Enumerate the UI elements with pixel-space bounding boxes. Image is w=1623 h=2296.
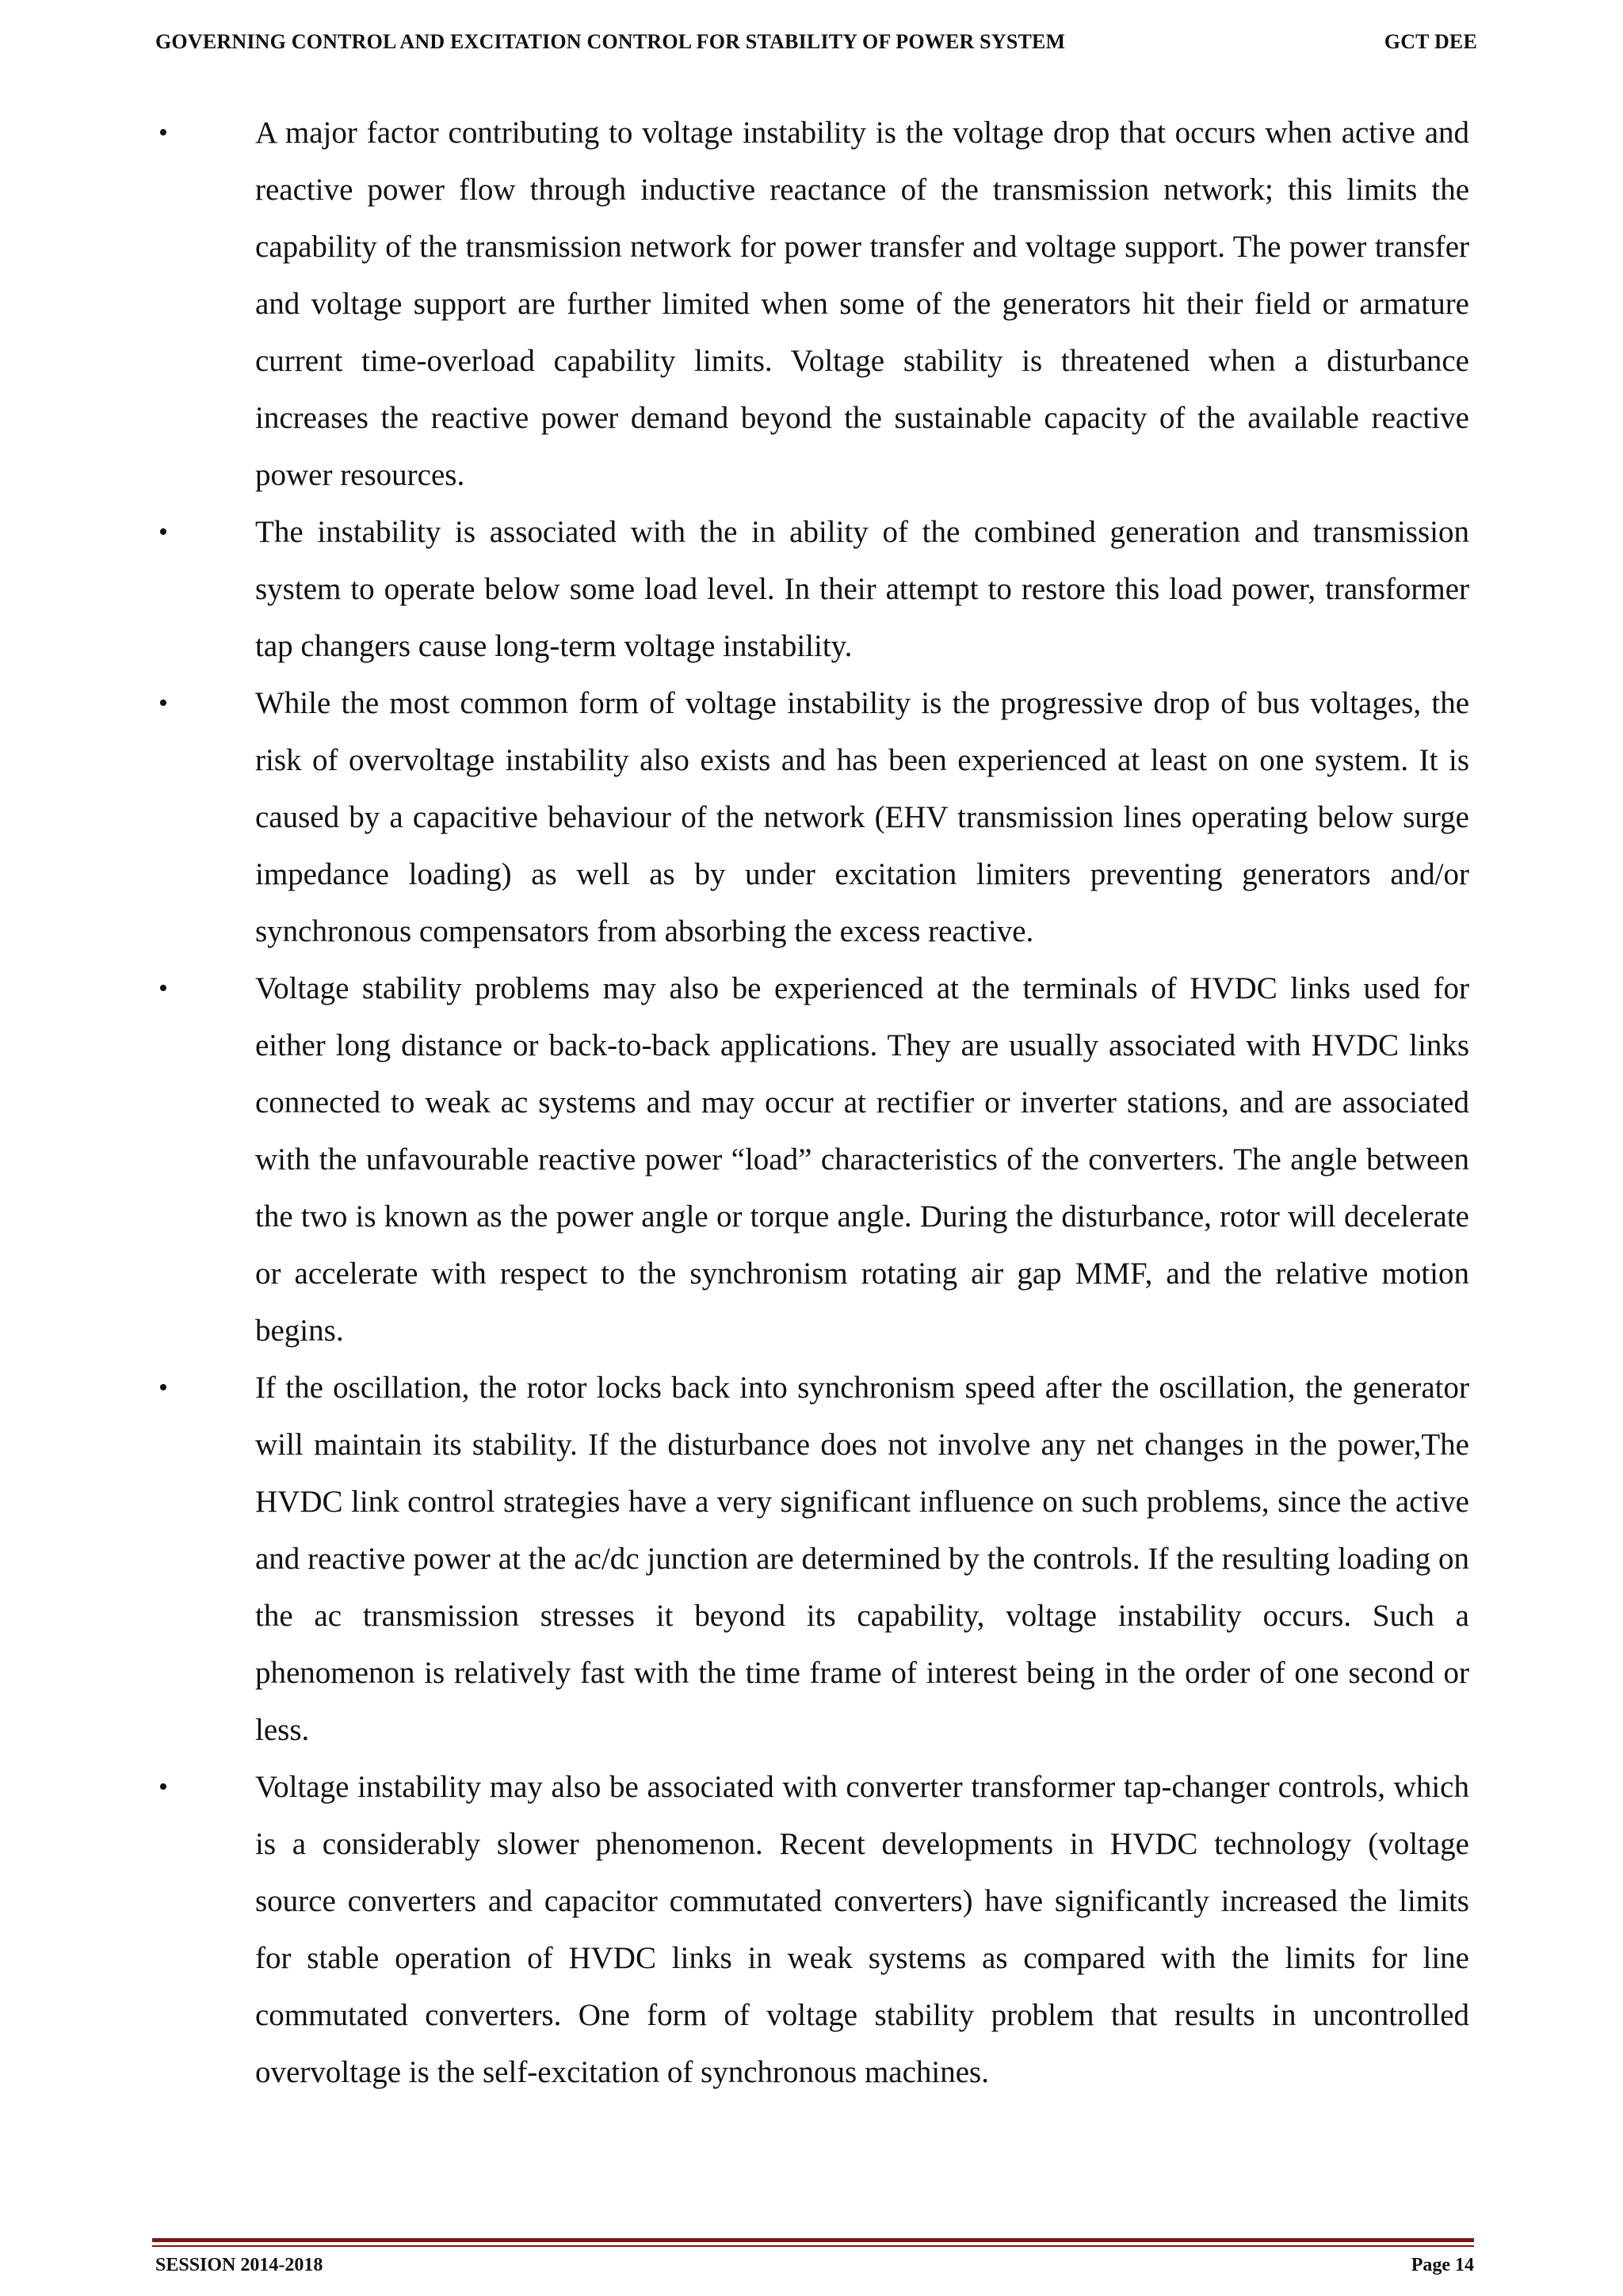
- list-item: [155, 504, 1469, 675]
- bullet-icon: •: [158, 1373, 168, 1402]
- page-number: Page 14: [1411, 2255, 1474, 2275]
- document-title: GOVERNING CONTROL AND EXCITATION CONTROL FOR STABILITY OF POWER SYSTEM: [155, 30, 1066, 53]
- main-content: [155, 105, 1469, 2101]
- bullet-icon: •: [158, 1772, 168, 1802]
- list-item: [155, 960, 1469, 1360]
- session-label: SESSION 2014-2018: [155, 2255, 323, 2275]
- bullet-icon: •: [158, 974, 168, 1003]
- page-footer: [155, 2255, 1474, 2282]
- paragraph-text: The instability is associated with the in ability of the combined generation and transmission system to operate below some load level. In their attempt to restore this load power, transformer tap changers cause long-term voltage instability.: [255, 515, 1469, 663]
- paragraph-text: A major factor contributing to voltage instability is the voltage drop that occurs when active and reactive power flow through inductive reactance of the transmission network; this limits the capability of the transmission network for power transfer and voltage support. The power transfer and voltage support are further limited when some of the generators hit their field or armature current time-overload capability limits. Voltage stability is threatened when a disturbance increases the reactive power demand beyond the sustainable capacity of the available reactive power resources.: [255, 116, 1469, 492]
- paragraph-text: Voltage instability may also be associated with converter transformer tap-changer controls, which is a considerably slower phenomenon. Recent developments in HVDC technology (voltage source converters and capacitor commutated converters) have significantly increased the limits for stable operation of HVDC links in weak systems as compared with the limits for line commutated converters. One form of voltage stability problem that results in uncontrolled overvoltage is the self-excitation of synchronous machines.: [255, 1770, 1469, 2089]
- department-label: GCT DEE: [1384, 30, 1477, 53]
- footer-rule-thin: [152, 2245, 1474, 2247]
- page-header: [155, 30, 1477, 62]
- bullet-icon: •: [158, 688, 168, 718]
- footer-rule: [152, 2238, 1474, 2242]
- bullet-list: [155, 105, 1469, 2101]
- list-item: [155, 1360, 1469, 1759]
- list-item: [155, 1759, 1469, 2101]
- bullet-icon: •: [158, 118, 168, 147]
- list-item: [155, 675, 1469, 960]
- paragraph-text: While the most common form of voltage instability is the progressive drop of bus voltages, the risk of overvoltage instability also exists and has been experienced at least on one system. It is caused by a capacitive behaviour of the network (EHV transmission lines operating below surge impedance loading) as well as by under excitation limiters preventing generators and/or synchronous compensators from absorbing the excess reactive.: [255, 686, 1469, 948]
- bullet-icon: •: [158, 517, 168, 547]
- paragraph-text: Voltage stability problems may also be experienced at the terminals of HVDC links used for either long distance or back-to-back applications. They are usually associated with HVDC links connected to weak ac systems and may occur at rectifier or inverter stations, and are associated with the unfavourable reactive power “load” characteristics of the converters. The angle between the two is known as the power angle or torque angle. During the disturbance, rotor will decelerate or accelerate with respect to the synchronism rotating air gap MMF, and the relative motion begins.: [255, 971, 1469, 1348]
- list-item: [155, 105, 1469, 504]
- paragraph-text: If the oscillation, the rotor locks back into synchronism speed after the oscillation, the generator will maintain its stability. If the disturbance does not involve any net changes in the power,The HVDC link control strategies have a very significant influence on such problems, since the active and reactive power at the ac/dc junction are determined by the controls. If the resulting loading on the ac transmission stresses it beyond its capability, voltage instability occurs. Such a phenomenon is relatively fast with the time frame of interest being in the order of one second or less.: [255, 1371, 1469, 1747]
